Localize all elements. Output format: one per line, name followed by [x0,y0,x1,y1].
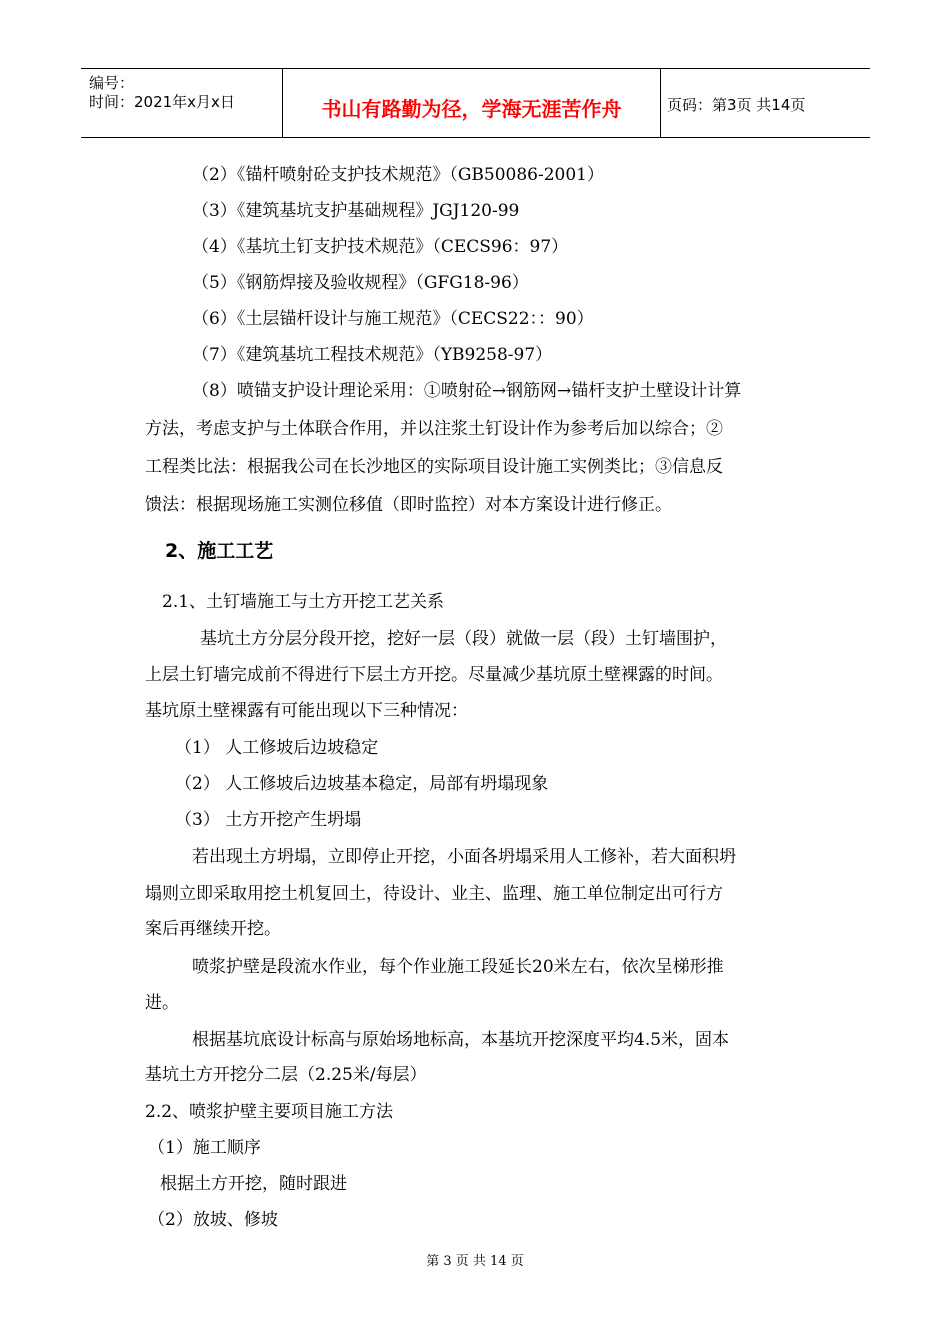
body-line: （4）《基坑土钉支护技术规范》（CECS96：97） [192,237,569,257]
list-item: （1） 人工修坡后边坡稳定 [175,738,379,758]
body-line: 工程类比法：根据我公司在长沙地区的实际项目设计施工实例类比；③信息反 [145,457,723,477]
body-line: 喷浆护壁是段流水作业，每个作业施工段延长20米左右，依次呈梯形推 [192,957,724,977]
body-line: （6）《土层锚杆设计与施工规范》（CECS22：：90） [192,309,594,329]
body-line: （8）喷锚支护设计理论采用：①喷射砼→钢筋网→锚杆支护土壁设计计算 [192,381,742,401]
page-header [81,68,870,138]
body-line: 若出现土方坍塌，立即停止开挖，小面各坍塌采用人工修补，若大面积坍 [192,847,736,867]
header-page-label: 页码：第3页 共14页 [667,96,806,114]
body-line: 根据基坑底设计标高与原始场地标高，本基坑开挖深度平均4.5米，固本 [192,1030,730,1050]
body-line: 馈法：根据现场施工实测位移值（即时监控）对本方案设计进行修正。 [145,495,672,515]
body-line: （2）《锚杆喷射砼支护技术规范》（GB50086-2001） [192,165,604,185]
header-right-cell [661,69,870,137]
body-line: 案后再继续开挖。 [145,919,281,939]
body-line: （1）施工顺序 [148,1138,261,1158]
section-heading: 2、施工工艺 [165,540,274,562]
list-item: （3） 土方开挖产生坍塌 [175,810,362,830]
body-line: （7）《建筑基坑工程技术规范》（YB9258-97） [192,345,553,365]
page-footer-number: 第 3 页 共 14 页 [426,1254,524,1269]
body-line: （3）《建筑基坑支护基础规程》JGJ120-99 [192,201,520,221]
header-center-cell [283,69,661,137]
body-line: 基坑土方开挖分二层（2.25米/每层） [145,1065,427,1085]
body-line: 方法，考虑支护与土体联合作用，并以注浆土钉设计作为参考后加以综合；② [145,419,723,439]
header-motto: 书山有路勤为径，学海无涯苦作舟 [321,97,622,121]
subsection-heading: 2.2、喷浆护壁主要项目施工方法 [145,1102,394,1122]
body-line: 上层土钉墙完成前不得进行下层土方开挖。尽量减少基坑原土壁裸露的时间。 [145,665,723,685]
body-line: 基坑土方分层分段开挖，挖好一层（段）就做一层（段）土钉墙围护， [200,629,727,649]
body-line: （2）放坡、修坡 [148,1210,278,1230]
body-line: （5）《钢筋焊接及验收规程》（GFG18-96） [192,273,529,293]
subsection-heading: 2.1、土钉墙施工与土方开挖工艺关系 [162,592,445,612]
header-code-label: 编号： [89,74,135,92]
header-time-label: 时间：2021年x月x日 [89,93,235,111]
body-line: 基坑原土壁裸露有可能出现以下三种情况： [145,701,468,721]
body-line: 根据土方开挖，随时跟进 [160,1174,347,1194]
list-item: （2） 人工修坡后边坡基本稳定，局部有坍塌现象 [175,774,549,794]
header-left-cell [81,69,283,137]
body-line: 进。 [145,993,179,1013]
body-line: 塌则立即采取用挖土机复回土，待设计、业主、监理、施工单位制定出可行方 [145,884,723,904]
